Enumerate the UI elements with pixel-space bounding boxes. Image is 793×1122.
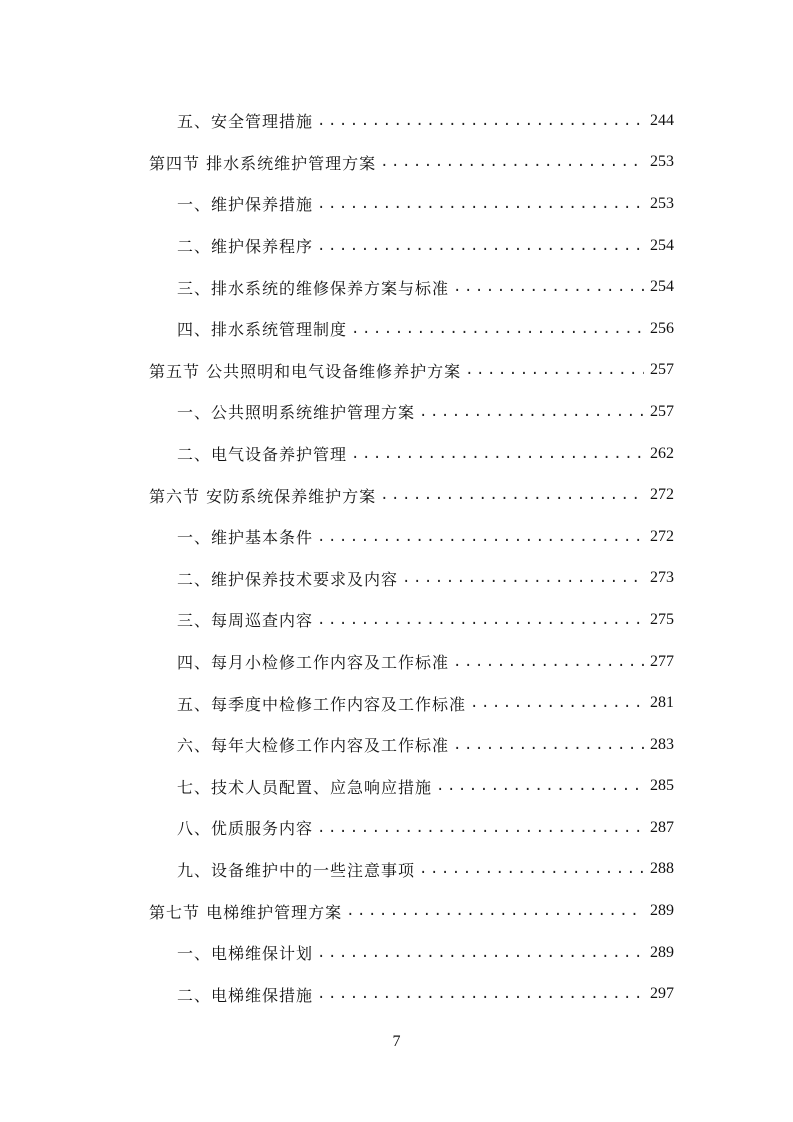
- toc-dot-leader: [317, 113, 644, 129]
- toc-subsection-entry[interactable]: [0, 932, 793, 974]
- toc-entry-title: 八、优质服务内容: [177, 819, 314, 839]
- toc-subsection-entry[interactable]: [0, 682, 793, 724]
- toc-entry-title: 三、排水系统的维修保养方案与标准: [177, 278, 450, 298]
- toc-entry-page: 287: [650, 818, 674, 836]
- toc-dot-leader: [453, 279, 644, 295]
- toc-entry-page: 277: [650, 652, 674, 670]
- toc-subsection-entry[interactable]: [0, 724, 793, 766]
- toc-entry-title: 第六节 安防系统保养维护方案: [149, 486, 377, 506]
- toc-entry-title: 六、每年大检修工作内容及工作标准: [177, 736, 450, 756]
- toc-subsection-entry[interactable]: [0, 391, 793, 433]
- toc-subsection-entry[interactable]: [0, 807, 793, 849]
- toc-entry-page: 257: [650, 361, 674, 379]
- toc-entry-title: 四、每月小检修工作内容及工作标准: [177, 653, 450, 673]
- toc-dot-leader: [436, 778, 644, 794]
- toc-entry-page: 283: [650, 735, 674, 753]
- toc-subsection-entry[interactable]: [0, 225, 793, 267]
- toc-dot-leader: [465, 362, 644, 378]
- toc-subsection-entry[interactable]: [0, 100, 793, 142]
- toc-entry-page: 256: [650, 319, 674, 337]
- toc-entry-page: 281: [650, 694, 674, 712]
- toc-dot-leader: [317, 945, 644, 961]
- toc-dot-leader: [317, 529, 644, 545]
- toc-subsection-entry[interactable]: [0, 266, 793, 308]
- toc-subsection-entry[interactable]: [0, 183, 793, 225]
- toc-subsection-entry[interactable]: [0, 766, 793, 808]
- toc-entry-page: 254: [650, 278, 674, 296]
- toc-entry-page: 253: [650, 194, 674, 212]
- toc-entry-title: 二、电梯维保措施: [177, 985, 314, 1005]
- table-of-contents: [0, 100, 793, 1015]
- toc-subsection-entry[interactable]: [0, 433, 793, 475]
- toc-entry-page: 244: [650, 111, 674, 129]
- toc-entry-page: 285: [650, 777, 674, 795]
- toc-dot-leader: [317, 986, 644, 1002]
- toc-subsection-entry[interactable]: [0, 849, 793, 891]
- toc-entry-page: 289: [650, 943, 674, 961]
- page-number: 7: [392, 1033, 401, 1050]
- toc-entry-title: 一、维护基本条件: [177, 528, 314, 548]
- toc-entry-title: 三、每周巡查内容: [177, 611, 314, 631]
- toc-subsection-entry[interactable]: [0, 516, 793, 558]
- toc-subsection-entry[interactable]: [0, 973, 793, 1015]
- toc-entry-page: 254: [650, 236, 674, 254]
- toc-dot-leader: [351, 321, 644, 337]
- toc-entry-page: 289: [650, 902, 674, 920]
- toc-entry-page: 297: [650, 985, 674, 1003]
- toc-entry-title: 五、每季度中检修工作内容及工作标准: [177, 694, 467, 714]
- toc-dot-leader: [380, 154, 644, 170]
- toc-dot-leader: [419, 404, 644, 420]
- toc-entry-title: 第五节 公共照明和电气设备维修养护方案: [149, 361, 462, 381]
- toc-entry-title: 五、安全管理措施: [177, 112, 314, 132]
- toc-subsection-entry[interactable]: [0, 308, 793, 350]
- toc-entry-title: 二、维护保养程序: [177, 237, 314, 257]
- toc-entry-page: 272: [650, 486, 674, 504]
- toc-entry-title: 一、公共照明系统维护管理方案: [177, 403, 416, 423]
- toc-section-entry[interactable]: [0, 474, 793, 516]
- toc-section-entry[interactable]: [0, 142, 793, 184]
- toc-entry-title: 七、技术人员配置、应急响应措施: [177, 777, 433, 797]
- toc-entry-title: 一、维护保养措施: [177, 195, 314, 215]
- toc-section-entry[interactable]: [0, 890, 793, 932]
- toc-entry-title: 九、设备维护中的一些注意事项: [177, 860, 416, 880]
- toc-entry-page: 273: [650, 569, 674, 587]
- toc-dot-leader: [419, 861, 644, 877]
- toc-dot-leader: [453, 737, 644, 753]
- toc-subsection-entry[interactable]: [0, 599, 793, 641]
- toc-dot-leader: [346, 903, 644, 919]
- toc-entry-page: 288: [650, 860, 674, 878]
- toc-dot-leader: [380, 487, 644, 503]
- toc-subsection-entry[interactable]: [0, 558, 793, 600]
- toc-dot-leader: [317, 238, 644, 254]
- toc-dot-leader: [317, 196, 644, 212]
- toc-dot-leader: [402, 570, 644, 586]
- toc-entry-page: 257: [650, 402, 674, 420]
- toc-subsection-entry[interactable]: [0, 641, 793, 683]
- toc-entry-title: 第四节 排水系统维护管理方案: [149, 153, 377, 173]
- toc-entry-title: 一、电梯维保计划: [177, 944, 314, 964]
- toc-dot-leader: [470, 695, 644, 711]
- toc-entry-title: 二、电气设备养护管理: [177, 445, 348, 465]
- toc-entry-title: 四、排水系统管理制度: [177, 320, 348, 340]
- toc-entry-page: 275: [650, 610, 674, 628]
- toc-section-entry[interactable]: [0, 350, 793, 392]
- toc-entry-title: 二、维护保养技术要求及内容: [177, 569, 399, 589]
- toc-dot-leader: [351, 446, 644, 462]
- toc-dot-leader: [317, 820, 644, 836]
- toc-entry-page: 272: [650, 527, 674, 545]
- toc-entry-page: 253: [650, 153, 674, 171]
- toc-entry-title: 第七节 电梯维护管理方案: [149, 902, 343, 922]
- toc-dot-leader: [453, 654, 644, 670]
- toc-dot-leader: [317, 612, 644, 628]
- toc-entry-page: 262: [650, 444, 674, 462]
